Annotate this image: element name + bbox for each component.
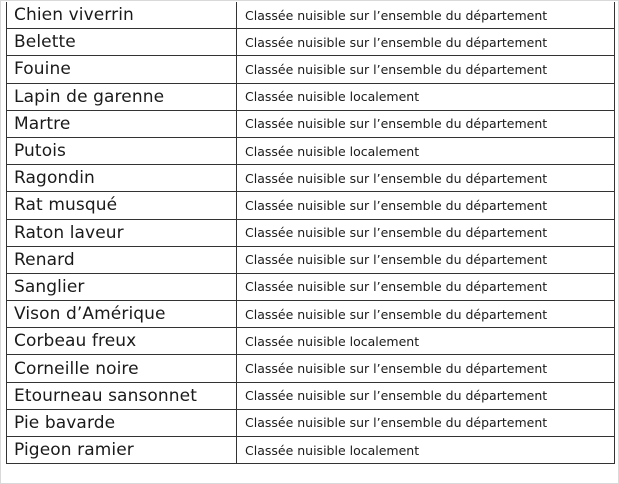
table-row — [7, 110, 615, 137]
species-name: Belette — [7, 29, 237, 56]
species-table-body — [7, 2, 615, 464]
species-name: Fouine — [7, 56, 237, 83]
species-name: Renard — [7, 246, 237, 273]
table-row — [7, 56, 615, 83]
species-name: Etourneau sansonnet — [7, 382, 237, 409]
species-status: Classée nuisible sur l’ensemble du département — [237, 382, 615, 409]
species-name: Martre — [7, 110, 237, 137]
species-status: Classée nuisible sur l’ensemble du département — [237, 355, 615, 382]
species-status: Classée nuisible sur l’ensemble du département — [237, 246, 615, 273]
table-row — [7, 301, 615, 328]
species-status: Classée nuisible sur l’ensemble du département — [237, 2, 615, 29]
species-status: Classée nuisible sur l’ensemble du département — [237, 219, 615, 246]
species-status: Classée nuisible sur l’ensemble du département — [237, 409, 615, 436]
species-name: Raton laveur — [7, 219, 237, 246]
species-status: Classée nuisible localement — [237, 437, 615, 464]
species-name: Pie bavarde — [7, 409, 237, 436]
species-status: Classée nuisible sur l’ensemble du département — [237, 56, 615, 83]
table-row — [7, 437, 615, 464]
species-status: Classée nuisible sur l’ensemble du département — [237, 165, 615, 192]
species-name: Vison d’Amérique — [7, 301, 237, 328]
species-name: Pigeon ramier — [7, 437, 237, 464]
species-status: Classée nuisible sur l’ensemble du département — [237, 110, 615, 137]
species-status: Classée nuisible localement — [237, 137, 615, 164]
species-status: Classée nuisible sur l’ensemble du département — [237, 29, 615, 56]
table-row — [7, 83, 615, 110]
table-row — [7, 219, 615, 246]
species-status: Classée nuisible localement — [237, 83, 615, 110]
species-name: Corneille noire — [7, 355, 237, 382]
table-row — [7, 409, 615, 436]
table-row — [7, 246, 615, 273]
table-row — [7, 137, 615, 164]
table-row — [7, 192, 615, 219]
table-row — [7, 382, 615, 409]
species-status: Classée nuisible sur l’ensemble du département — [237, 273, 615, 300]
species-name: Chien viverrin — [7, 2, 237, 29]
species-status: Classée nuisible sur l’ensemble du département — [237, 192, 615, 219]
species-name: Putois — [7, 137, 237, 164]
species-name: Rat musqué — [7, 192, 237, 219]
table-row — [7, 2, 615, 29]
species-name: Ragondin — [7, 165, 237, 192]
species-name: Lapin de garenne — [7, 83, 237, 110]
table-row — [7, 29, 615, 56]
species-name: Corbeau freux — [7, 328, 237, 355]
species-name: Sanglier — [7, 273, 237, 300]
table-row — [7, 165, 615, 192]
table-row — [7, 273, 615, 300]
species-status: Classée nuisible sur l’ensemble du département — [237, 301, 615, 328]
species-status: Classée nuisible localement — [237, 328, 615, 355]
table-row — [7, 328, 615, 355]
table-row — [7, 355, 615, 382]
species-table — [6, 2, 615, 464]
